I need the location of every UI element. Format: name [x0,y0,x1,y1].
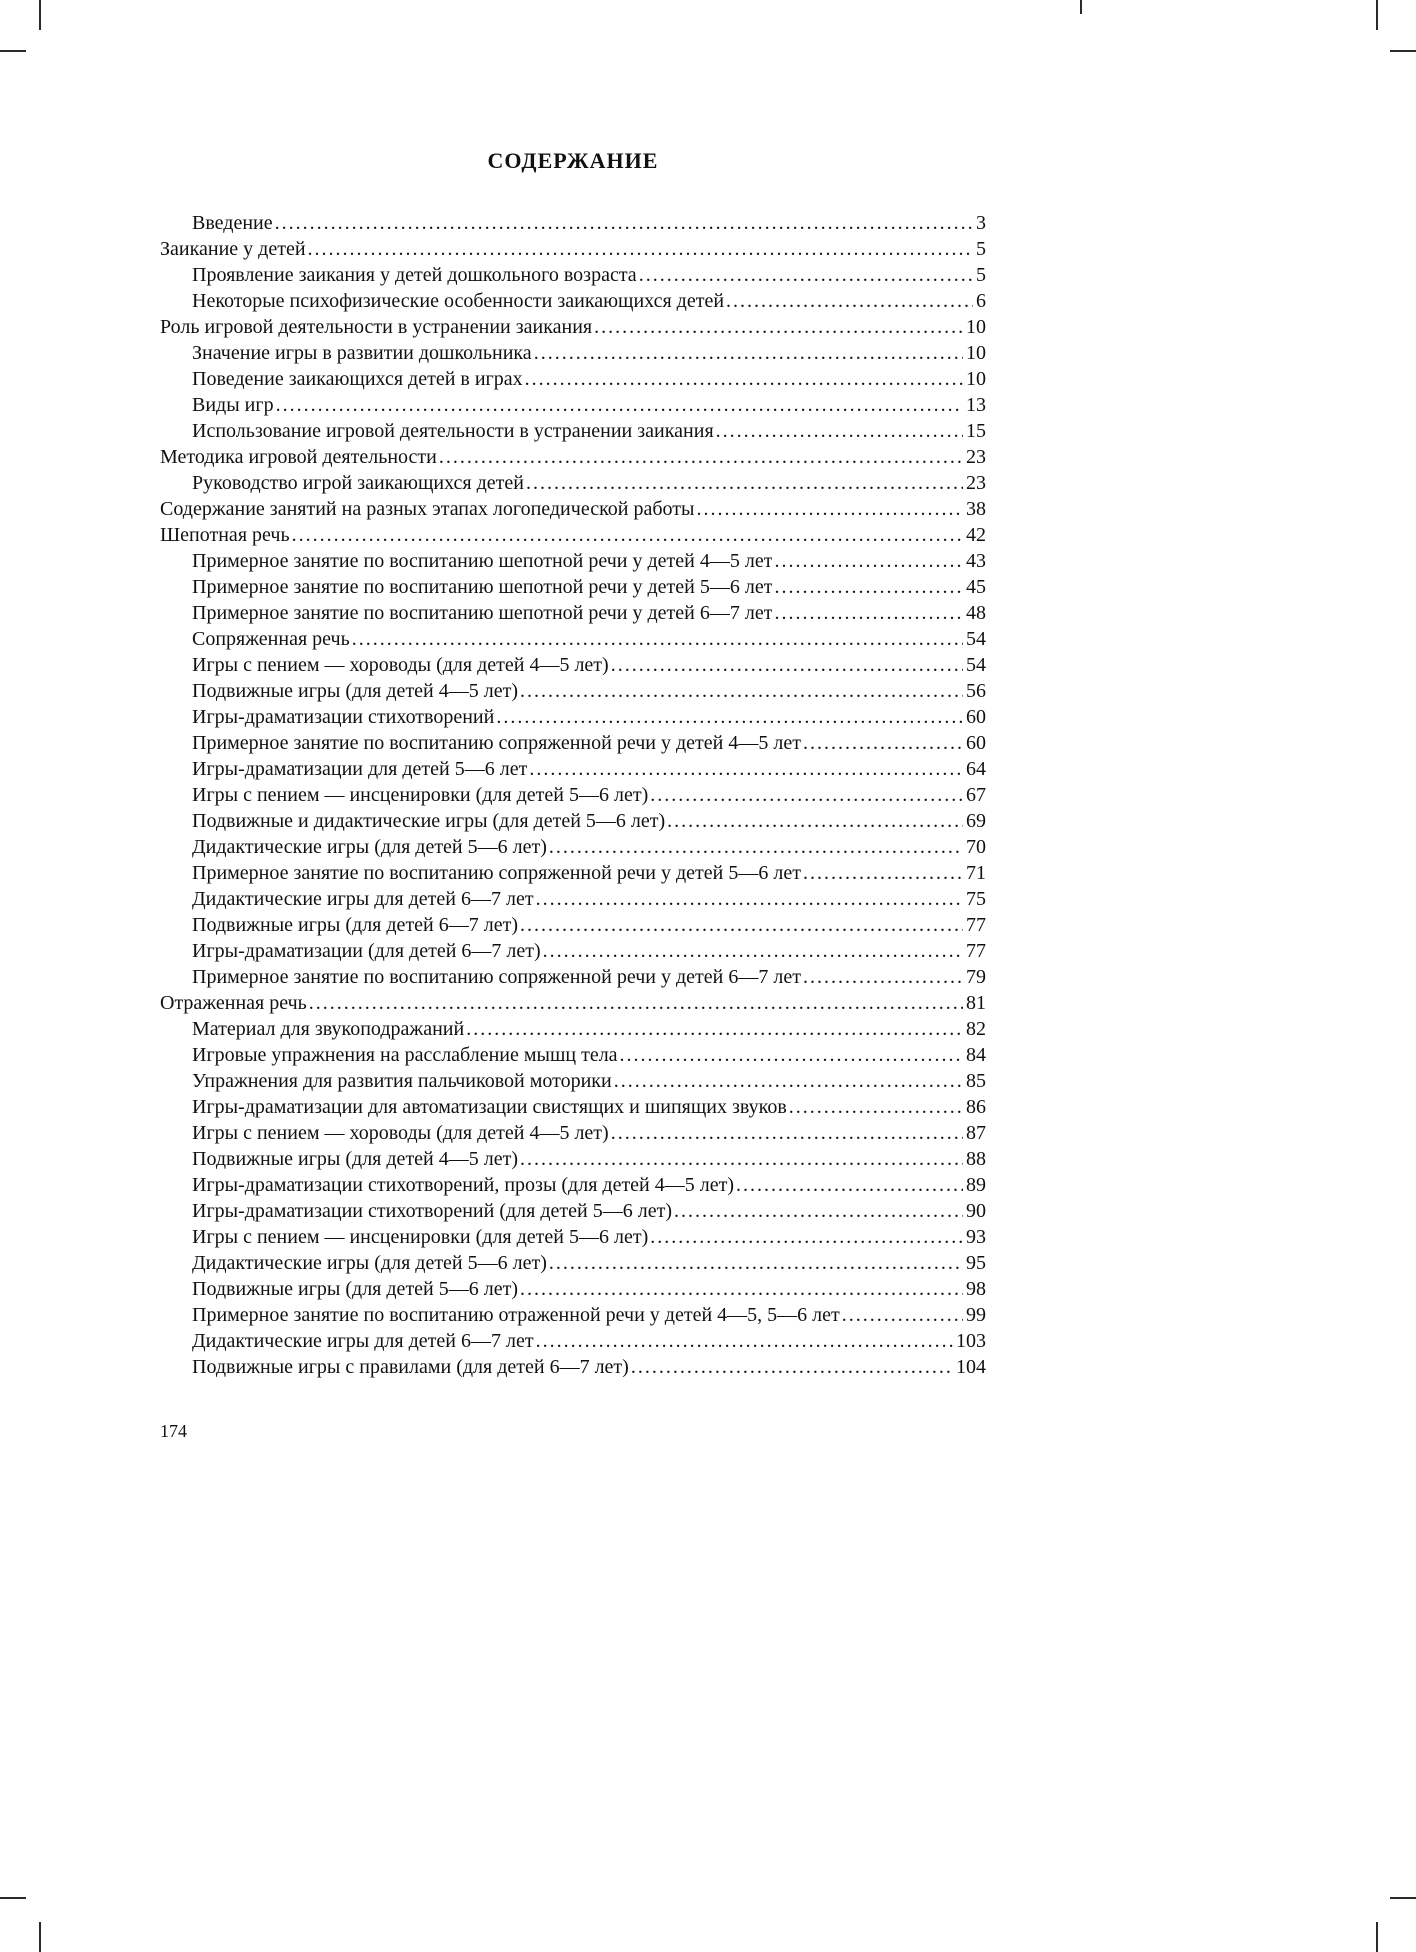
toc-entry-page: 64 [966,758,986,780]
toc-entry-label: Использование игровой деятельности в устранении заикания [192,420,714,442]
toc-entry-label: Подвижные игры (для детей 4—5 лет) [192,1148,519,1170]
toc-leader-dots [803,730,963,756]
toc-entry-page: 69 [966,810,986,832]
toc-entry-page: 13 [966,394,986,416]
toc-entry-page: 85 [966,1070,986,1092]
crop-mark-top-right-vertical [1376,0,1378,30]
toc-entry-label: Примерное занятие по воспитанию шепотной речи у детей 4—5 лет [192,550,773,572]
toc-entry-label: Подвижные игры (для детей 5—6 лет) [192,1278,519,1300]
toc-entry [160,1224,986,1250]
crop-mark-top-middle-vertical [1080,0,1082,14]
toc-entry-page: 77 [966,940,986,962]
toc-leader-dots [352,626,963,652]
toc-entry-label: Упражнения для развития пальчиковой моторики [192,1070,612,1092]
toc-entry-page: 93 [966,1226,986,1248]
toc-leader-dots [650,1224,963,1250]
toc-entry [160,236,986,262]
toc-entry-page: 89 [966,1174,986,1196]
toc-leader-dots [789,1094,963,1120]
toc-entry-label: Поведение заикающихся детей в играх [192,368,523,390]
toc-entry-label: Игры-драматизации стихотворений (для детей 5—6 лет) [192,1200,672,1222]
toc-entry [160,522,986,548]
toc-entry-page: 71 [966,862,986,884]
toc-entry-page: 45 [966,576,986,598]
toc-entry [160,1068,986,1094]
toc-entry-page: 23 [966,446,986,468]
toc-leader-dots [639,262,973,288]
toc-entry [160,366,986,392]
toc-entry-page: 88 [966,1148,986,1170]
toc-entry [160,288,986,314]
toc-entry-page: 84 [966,1044,986,1066]
toc-leader-dots [525,366,963,392]
toc-leader-dots [536,1328,953,1354]
toc-entry [160,652,986,678]
toc-leader-dots [520,912,963,938]
toc-entry-page: 81 [966,992,986,1014]
toc-leader-dots [803,964,963,990]
toc-entry [160,1172,986,1198]
toc-entry [160,860,986,886]
toc-entry-page: 82 [966,1018,986,1040]
toc-entry-label: Роль игровой деятельности в устранении заикания [160,316,593,338]
toc-entry-label: Примерное занятие по воспитанию сопряженной речи у детей 4—5 лет [192,732,801,754]
toc-leader-dots [667,808,963,834]
toc-list [160,210,986,1380]
toc-leader-dots [594,314,963,340]
crop-mark-top-left-vertical [39,0,41,30]
toc-entry-page: 54 [966,628,986,650]
toc-entry-label: Подвижные игры (для детей 4—5 лет) [192,680,519,702]
toc-entry-page: 60 [966,706,986,728]
toc-entry-page: 42 [966,524,986,546]
crop-mark-bottom-left-vertical [39,1922,41,1952]
toc-leader-dots [611,652,963,678]
toc-entry-label: Дидактические игры для детей 6—7 лет [192,1330,534,1352]
toc-entry [160,1016,986,1042]
toc-entry [160,834,986,860]
toc-leader-dots [774,548,963,574]
toc-entry [160,600,986,626]
toc-entry [160,964,986,990]
toc-entry [160,626,986,652]
toc-leader-dots [520,1276,963,1302]
toc-entry [160,444,986,470]
toc-entry-page: 56 [966,680,986,702]
toc-entry [160,1328,986,1354]
toc-leader-dots [736,1172,963,1198]
toc-entry-label: Подвижные и дидактические игры (для детей 5—6 лет) [192,810,666,832]
toc-entry-label: Содержание занятий на разных этапах логопедической работы [160,498,695,520]
toc-leader-dots [520,678,963,704]
toc-entry-label: Игры с пением — хороводы (для детей 4—5 лет) [192,1122,609,1144]
toc-leader-dots [774,574,963,600]
toc-entry-page: 86 [966,1096,986,1118]
crop-mark-bottom-left-horizontal [0,1897,26,1899]
toc-entry-label: Игры-драматизации для автоматизации свистящих и шипящих звуков [192,1096,787,1118]
toc-entry-label: Игры с пением — инсценировки (для детей 5—6 лет) [192,784,649,806]
toc-entry [160,1146,986,1172]
toc-entry-label: Дидактические игры для детей 6—7 лет [192,888,534,910]
toc-leader-dots [650,782,963,808]
toc-entry-label: Игры-драматизации стихотворений, прозы (для детей 4—5 лет) [192,1174,735,1196]
toc-entry-page: 54 [966,654,986,676]
toc-entry [160,210,986,236]
toc-leader-dots [842,1302,963,1328]
toc-title: СОДЕРЖАНИЕ [487,148,659,173]
toc-entry-page: 15 [966,420,986,442]
toc-entry-label: Игровые упражнения на расслабление мышц тела [192,1044,618,1066]
toc-entry [160,730,986,756]
toc-entry [160,418,986,444]
crop-mark-bottom-right-horizontal [1390,1897,1416,1899]
toc-entry-page: 75 [966,888,986,910]
toc-entry-label: Некоторые психофизические особенности заикающихся детей [192,290,725,312]
toc-entry-page: 70 [966,836,986,858]
toc-entry-label: Дидактические игры (для детей 5—6 лет) [192,836,547,858]
crop-mark-top-left-horizontal [0,50,26,52]
toc-leader-dots [308,236,973,262]
toc-entry-label: Значение игры в развитии дошкольника [192,342,532,364]
toc-entry-label: Сопряженная речь [192,628,350,650]
toc-entry-page: 95 [966,1252,986,1274]
toc-entry [160,1198,986,1224]
toc-leader-dots [292,522,963,548]
toc-entry-page: 77 [966,914,986,936]
toc-entry [160,496,986,522]
toc-entry-label: Примерное занятие по воспитанию шепотной речи у детей 5—6 лет [192,576,773,598]
toc-entry-page: 10 [966,342,986,364]
toc-leader-dots [309,990,963,1016]
toc-entry [160,1302,986,1328]
toc-leader-dots [536,886,963,912]
footer-page-number: 174 [160,1421,187,1441]
toc-entry-page: 10 [966,316,986,338]
toc-leader-dots [611,1120,963,1146]
toc-entry [160,1276,986,1302]
toc-entry [160,782,986,808]
toc-entry-label: Игры-драматизации для детей 5—6 лет [192,758,528,780]
toc-entry [160,1250,986,1276]
toc-entry-label: Подвижные игры (для детей 6—7 лет) [192,914,519,936]
toc-entry-label: Руководство игрой заикающихся детей [192,472,524,494]
toc-entry-label: Отраженная речь [160,992,307,1014]
toc-entry-label: Введение [192,212,273,234]
toc-leader-dots [774,600,963,626]
toc-entry-page: 5 [976,238,986,260]
toc-entry-label: Примерное занятие по воспитанию сопряженной речи у детей 5—6 лет [192,862,801,884]
toc-entry-label: Проявление заикания у детей дошкольного возраста [192,264,637,286]
toc-entry [160,1042,986,1068]
toc-entry-page: 60 [966,732,986,754]
toc-entry [160,990,986,1016]
toc-entry-page: 5 [976,264,986,286]
toc-entry-page: 87 [966,1122,986,1144]
toc-entry-label: Игры с пением — хороводы (для детей 4—5 лет) [192,654,609,676]
toc-entry-page: 43 [966,550,986,572]
toc-entry [160,314,986,340]
toc-entry [160,340,986,366]
toc-entry [160,704,986,730]
toc-entry [160,392,986,418]
toc-leader-dots [631,1354,953,1380]
toc-entry-label: Методика игровой деятельности [160,446,437,468]
toc-leader-dots [726,288,973,314]
toc-entry-page: 103 [956,1330,986,1352]
toc-entry [160,574,986,600]
toc-leader-dots [696,496,963,522]
toc-entry-page: 99 [966,1304,986,1326]
toc-entry [160,1354,986,1380]
toc-entry [160,886,986,912]
toc-leader-dots [674,1198,963,1224]
toc-entry-page: 104 [956,1356,986,1378]
page-content [160,0,986,1380]
toc-entry-label: Игры-драматизации стихотворений [192,706,495,728]
toc-leader-dots [614,1068,963,1094]
toc-entry-page: 38 [966,498,986,520]
toc-leader-dots [543,938,963,964]
toc-entry-label: Шепотная речь [160,524,290,546]
toc-leader-dots [496,704,963,730]
toc-entry-label: Игры-драматизации (для детей 6—7 лет) [192,940,541,962]
toc-entry-page: 67 [966,784,986,806]
toc-entry [160,938,986,964]
toc-entry [160,548,986,574]
toc-entry-page: 3 [976,212,986,234]
toc-leader-dots [534,340,963,366]
toc-entry-label: Материал для звукоподражаний [192,1018,465,1040]
toc-leader-dots [549,1250,963,1276]
toc-leader-dots [439,444,963,470]
toc-leader-dots [620,1042,963,1068]
toc-entry-page: 48 [966,602,986,624]
toc-entry [160,1094,986,1120]
toc-leader-dots [520,1146,963,1172]
toc-entry-page: 23 [966,472,986,494]
toc-leader-dots [275,210,973,236]
toc-entry [160,756,986,782]
toc-entry-label: Примерное занятие по воспитанию отраженной речи у детей 4—5, 5—6 лет [192,1304,840,1326]
crop-mark-top-right-horizontal [1390,50,1416,52]
toc-entry-page: 79 [966,966,986,988]
toc-leader-dots [526,470,963,496]
crop-mark-bottom-right-vertical [1376,1922,1378,1952]
toc-entry [160,808,986,834]
toc-leader-dots [716,418,963,444]
toc-leader-dots [466,1016,963,1042]
toc-entry-label: Примерное занятие по воспитанию шепотной речи у детей 6—7 лет [192,602,773,624]
toc-entry-label: Виды игр [192,394,274,416]
toc-entry [160,1120,986,1146]
toc-entry-page: 10 [966,368,986,390]
toc-entry [160,678,986,704]
toc-entry [160,912,986,938]
toc-entry [160,262,986,288]
toc-leader-dots [549,834,963,860]
toc-entry-label: Заикание у детей [160,238,306,260]
toc-entry-label: Игры с пением — инсценировки (для детей 5—6 лет) [192,1226,649,1248]
toc-entry-page: 90 [966,1200,986,1222]
toc-leader-dots [276,392,963,418]
toc-leader-dots [803,860,963,886]
toc-leader-dots [529,756,963,782]
toc-entry-label: Дидактические игры (для детей 5—6 лет) [192,1252,547,1274]
toc-entry-page: 6 [976,290,986,312]
toc-entry-label: Подвижные игры с правилами (для детей 6—7 лет) [192,1356,629,1378]
toc-entry [160,470,986,496]
toc-entry-page: 98 [966,1278,986,1300]
toc-entry-label: Примерное занятие по воспитанию сопряженной речи у детей 6—7 лет [192,966,801,988]
